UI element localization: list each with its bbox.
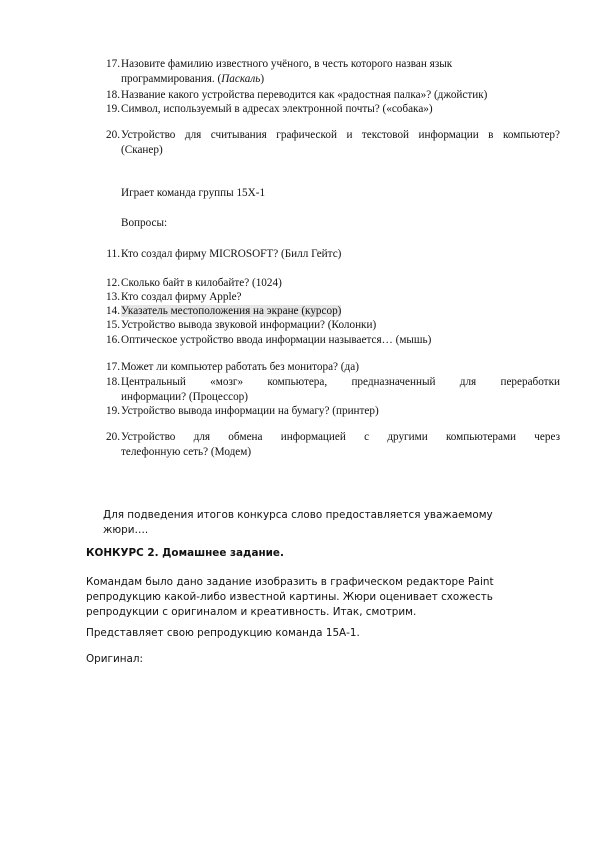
list-item: 19. Устройство вывода информации на бумагу? (принтер) [100,404,560,419]
question-text: Название какого устройства переводится как «радостная палка»? (джойстик) [121,89,488,101]
list-item: 13. Кто создал фирму Apple? [100,290,560,305]
task-paragraph: Командам было дано задание изобразить в графическом редакторе Paint репродукцию какой-либо известной картины. Жюри оценивает схожесть репродукции с оригиналом и креативность. Итак, смотрим. [86,576,494,618]
question-text: Кто создал фирму Apple? [121,291,242,303]
list-item: 18. Название какого устройства переводится как «радостная палка»? (джойстик) [100,88,560,103]
question-text: Может ли компьютер работать без монитора? (да) [121,361,359,373]
list-item: 11. Кто создал фирму MICROSOFT? (Билл Гейтс) [100,247,560,262]
list-item: 17. Назовите фамилию известного учёного, в честь которого назван язык программирования. (Паскаль) [100,57,560,86]
list-item: 15. Устройство вывода звуковой информации? (Колонки) [100,318,560,333]
question-text: Кто создал фирму MICROSOFT? (Билл Гейтс) [121,248,342,260]
question-text: Устройство для обмена информацией с другими компьютерами через телефонную сеть? (Модем) [121,431,560,458]
presents-line: Представляет свою репродукцию команда 15А-1. [86,627,360,639]
list-item: 19. Символ, используемый в адресах электронной почты? («собака») [100,102,560,117]
team-heading: Играет команда группы 15Х-1 [121,187,266,199]
question-text: Символ, используемый в адресах электронной почты? («собака») [121,103,433,115]
question-text: Устройство для считывания графической и текстовой информации в компьютер? (Сканер) [121,129,560,156]
list-item: 14. Указатель местоположения на экране (курсор) [100,304,560,319]
list-item: 20. Устройство для считывания графической и текстовой информации в компьютер? (Сканер) [106,129,560,156]
jury-paragraph: Для подведения итогов конкурса слово предоставляется уважаемому жюри…. [103,509,493,536]
original-label: Оригинал: [86,653,144,665]
list-item: 17. Может ли компьютер работать без монитора? (да) [100,360,560,375]
list-item: 20. Устройство для обмена информацией с другими компьютерами через телефонную сеть? (Модем) [106,431,560,458]
question-text: Центральный «мозг» компьютера, предназначенный для переработки информации? (Процессор) [121,376,560,403]
question-text: Назовите фамилию известного учёного, в честь которого назван язык программирования. (Паскаль) [121,58,453,85]
question-text: Устройство вывода информации на бумагу? (принтер) [121,405,379,417]
question-text: Оптическое устройство ввода информации называется… (мышь) [121,334,432,346]
question-text [121,304,560,319]
list-item: 12. Сколько байт в килобайте? (1024) [100,276,560,291]
list-item: 16. Оптическое устройство ввода информации называется… (мышь) [100,333,560,348]
contest-heading: КОНКУРС 2. Домашнее задание. [86,547,284,559]
question-text: Устройство вывода звуковой информации? (Колонки) [121,319,377,331]
selection-highlight: Указатель местоположения на экране (курсор) [121,305,342,317]
list-item: 18. Центральный «мозг» компьютера, предназначенный для переработки информации? (Процессор) [106,376,560,403]
questions-label: Вопросы: [121,217,168,229]
question-text: Сколько байт в килобайте? (1024) [121,277,282,289]
